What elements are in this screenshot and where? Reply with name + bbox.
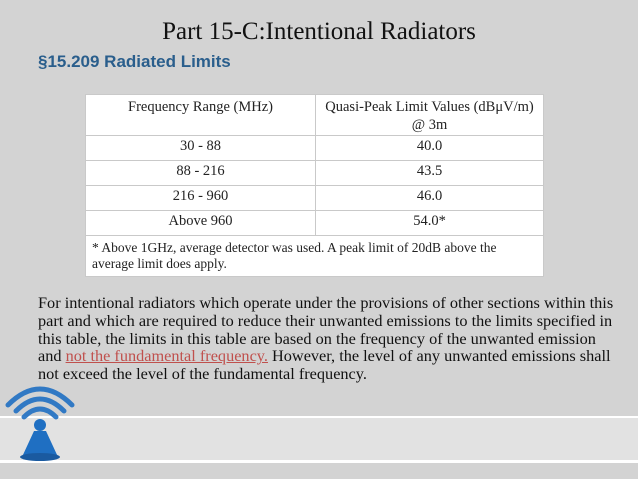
table-note-row: [86, 236, 544, 277]
limit-cell: 54.0*: [316, 211, 544, 236]
slide-title: Part 15-C:Intentional Radiators: [162, 18, 476, 45]
footer-divider-bottom: [0, 460, 638, 463]
frequency-cell: Above 960: [86, 211, 316, 236]
footer-band: [0, 418, 638, 460]
frequency-cell: 88 - 216: [86, 161, 316, 186]
limit-cell: 43.5: [316, 161, 544, 186]
limit-cell: 40.0: [316, 136, 544, 161]
radiated-limits-table: [85, 94, 544, 277]
limit-cell: 46.0: [316, 186, 544, 211]
header-quasi-peak-limit: Quasi-Peak Limit Values (dBμV/m) @ 3m: [316, 95, 544, 136]
table-row: [86, 186, 544, 211]
table-footnote: * Above 1GHz, average detector was used. A peak limit of 20dB above the average limit does apply.: [86, 236, 544, 277]
frequency-cell: 216 - 960: [86, 186, 316, 211]
body-paragraph: [38, 294, 618, 383]
paragraph-text-after: However, the level of any unwanted emissions shall not exceed the level of the fundamental frequency.: [38, 346, 611, 384]
slide-subtitle: §15.209 Radiated Limits: [38, 52, 231, 71]
table-row: [86, 161, 544, 186]
wireless-tower-icon: [0, 365, 80, 465]
table-row: [86, 211, 544, 236]
paragraph-text-before: For intentional radiators which operate under the provisions of other sections within this part and which are required to reduce their unwanted emissions to the limits specified in this table, the limits in this table are based on the frequency of the unwanted emission and: [38, 293, 614, 366]
fundamental-frequency-link[interactable]: not the fundamental frequency.: [65, 346, 268, 366]
header-frequency-range: Frequency Range (MHz): [86, 95, 316, 136]
table-header-row: [86, 95, 544, 136]
frequency-cell: 30 - 88: [86, 136, 316, 161]
table-row: [86, 136, 544, 161]
